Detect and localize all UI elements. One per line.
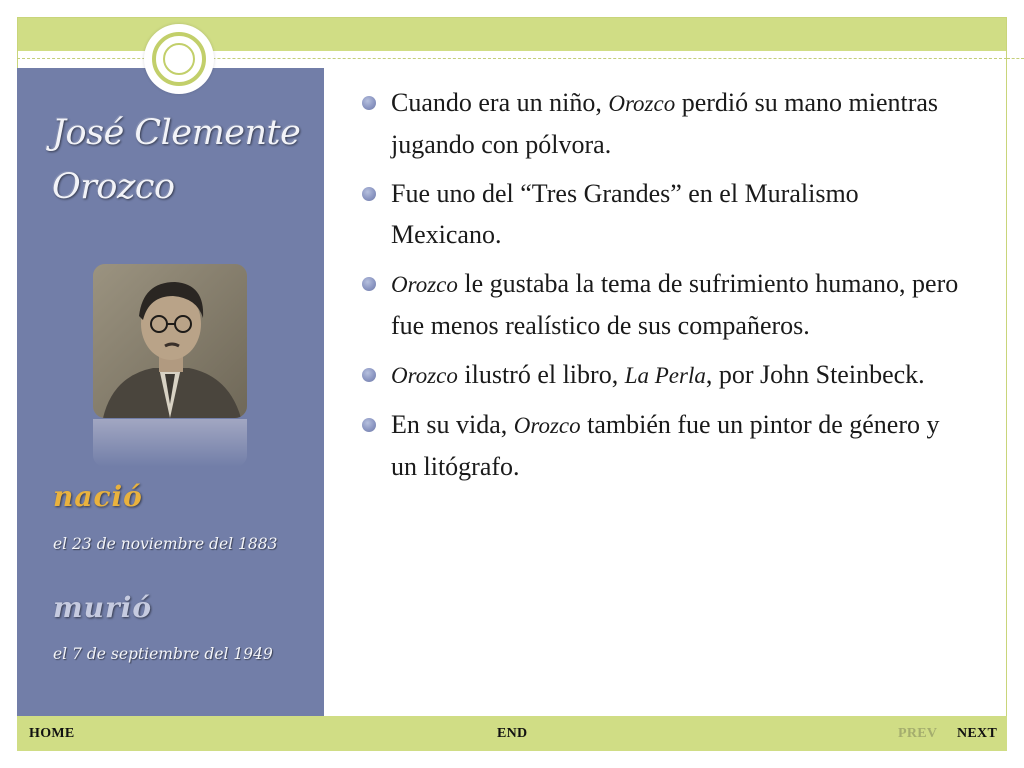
bullet-name-italic: Orozco	[391, 272, 458, 297]
portrait-photo	[93, 264, 247, 418]
bullet-text: perdió su mano mientras jugando con pólvora.	[391, 88, 939, 159]
title-line-2: Orozco	[52, 167, 175, 207]
medallion-ornament-icon	[144, 24, 214, 94]
bullet-item	[360, 404, 960, 487]
bullet-dot-icon	[362, 96, 376, 110]
born-date: el 23 de noviembre del 1883	[53, 535, 278, 553]
bullet-name-italic: Orozco	[391, 363, 458, 388]
bullet-name-italic: Orozco	[513, 413, 581, 438]
bullet-text: le gustaba la tema de sufrimiento humano, pero fue menos realístico de sus compañeros.	[391, 269, 959, 340]
died-date: el 7 de septiembre del 1949	[53, 645, 273, 663]
bullet-name-italic: Orozco	[608, 91, 676, 116]
bullet-text: Fue uno del “Tres Grandes” en el Muralismo Mexicano.	[391, 179, 859, 249]
bullet-text: Cuando era un niño,	[391, 88, 609, 117]
bullet-item	[360, 354, 960, 396]
portrait-illustration	[93, 264, 247, 418]
died-label: murió	[53, 591, 153, 624]
bullet-text: también fue un pintor de género y un litógrafo.	[391, 410, 940, 481]
bullet-item	[360, 82, 960, 165]
bullet-dot-icon	[362, 418, 376, 432]
bullet-item	[360, 263, 960, 346]
born-label: nació	[53, 480, 143, 513]
home-link[interactable]: HOME	[29, 726, 75, 741]
bullet-dot-icon	[362, 187, 376, 201]
portrait-reflection	[93, 419, 247, 467]
bullet-text: En su vida,	[391, 410, 514, 439]
prev-link[interactable]: PREV	[898, 726, 938, 741]
header-divider-extension	[1007, 58, 1024, 59]
title-line-1: José Clemente	[52, 113, 301, 153]
next-link[interactable]: NEXT	[957, 726, 998, 741]
slide-title	[52, 106, 312, 214]
bullet-list	[360, 82, 960, 495]
bullet-text: , por John Steinbeck.	[705, 360, 925, 389]
medallion-inner-ring	[163, 43, 195, 75]
end-link[interactable]: END	[497, 726, 528, 741]
bullet-item	[360, 173, 960, 255]
bullet-dot-icon	[362, 277, 376, 291]
bullet-text: ilustró el libro,	[457, 360, 625, 389]
book-title-italic: La Perla	[624, 363, 706, 388]
medallion-ring	[152, 32, 206, 86]
bullet-dot-icon	[362, 368, 376, 382]
